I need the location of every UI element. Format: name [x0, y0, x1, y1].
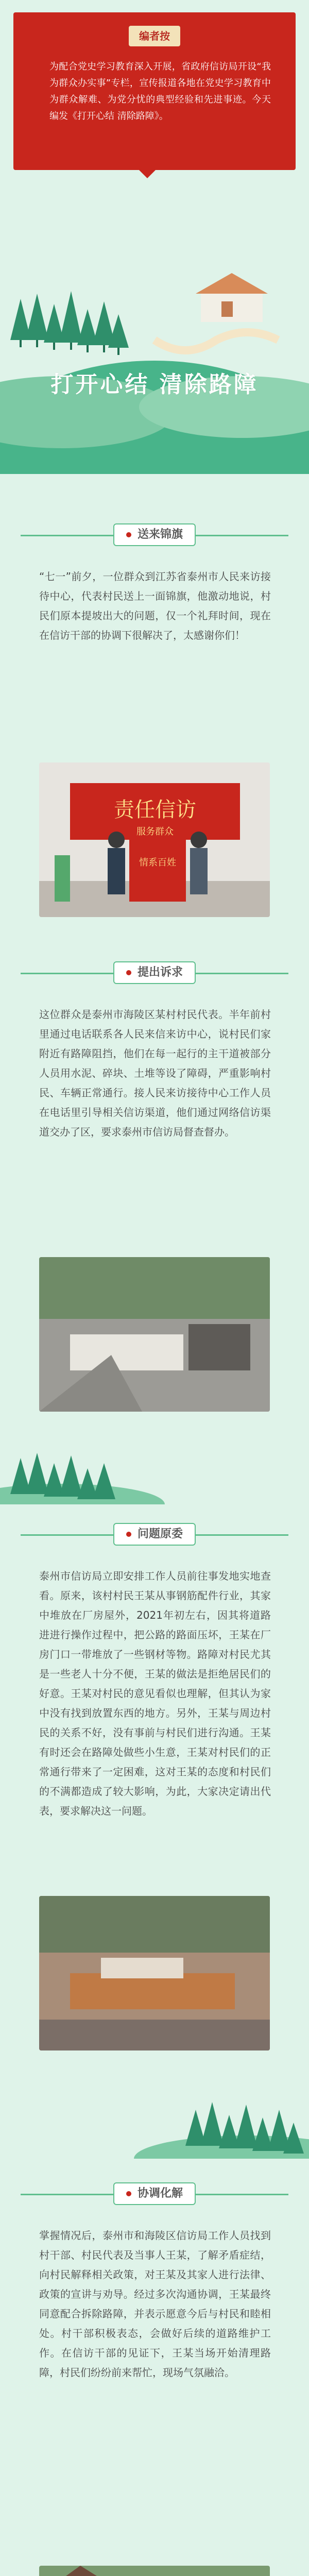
photo-obstruction — [39, 1896, 270, 2050]
photo-demolition — [39, 2566, 270, 2576]
section-title-1 — [113, 523, 196, 546]
editor-note-tag: 编者按 — [129, 26, 180, 46]
editor-note-card — [13, 12, 296, 170]
bullet-icon — [126, 532, 131, 537]
section-header-1 — [0, 520, 309, 549]
flag-text: 情系百姓 — [139, 857, 176, 868]
divider-line — [191, 1534, 288, 1536]
section-3-paragraph: 泰州市信访局立即安排工作人员前往事发地实地查看。原来，该村村民王某从事钢筋配件行业，其家中堆放在厂房屋外，2021年初左右，因其将道路进进行操作过程中，把公路的路面压坏，王某在厂房门口一带堆放了一些钢材等物。路障对村民尤其是一些老人十分不便，王某的做法是拒绝居民们的好意。王某对村民的意见看似也理解，但其认为家中没有找到放置东西的地方。另外，王某与周边村民的关系不好，没有事前与村民们进行沟通。王某有时还会在路障处做些小生意，王某对村民们的正常通行带来了一定困难，这对王某的态度和村民们的不满都造成了较大影响，为此，大家决定请出代表，要求解决这一问题。 — [39, 1570, 271, 1817]
section-1-paragraph: “七一”前夕，一位群众到江苏省泰州市人民来访接待中心，代表村民送上一面锦旗，他激动地说，村民们原本提坡出大的问题，仅一个礼拜时间，现在在信访干部的协调下很解决了，太感谢你们！ — [39, 570, 271, 641]
section-title-text: 问题原委 — [137, 1528, 183, 1540]
section-title-3 — [113, 1523, 196, 1546]
photo-banner-presentation — [39, 762, 270, 917]
section-4-paragraph: 掌握情况后，泰州市和海陵区信访局工作人员找到村干部、村民代表及当事人王某，了解矛盾症结，向村民解释相关政策，对王某及其家人进行法律、政策的宣讲与劝导。经过多次沟通协调，王某最终同意配合拆除路障，并表示愿意今后与村民和睦相处。村干部积极表态，会做好后续的道路维护工作。在信访干部的见证下，王某当场开始清理路障，村民们纷纷前来帮忙，现场气氛融洽。 — [39, 2229, 271, 2379]
hero-banner — [0, 185, 309, 474]
bullet-icon — [126, 1532, 131, 1537]
section-title-text: 提出诉求 — [137, 966, 183, 979]
section-2-paragraph: 这位群众是泰州市海陵区某村村民代表。半年前村里通过电话联系各人民来信来访中心，说村民们家附近有路障阻挡，他们在每一起行的主干道被部分人员用水泥、碎块、土堆等设了障碍，严重影响村民、车辆正常通行。接人民来访接待中心工作人员在电话里引导相关信访渠道，他们通过网络信访渠道交办了区，要求泰州市信访局督查督办。 — [39, 1008, 271, 1138]
divider-line — [21, 973, 118, 974]
divider-line — [21, 535, 118, 536]
divider-line — [191, 535, 288, 536]
section-title-4 — [113, 2182, 196, 2205]
hero-title: 打开心结 清除路障 — [50, 371, 259, 398]
photo-road-barrier — [39, 1257, 270, 1412]
section-header-4 — [0, 2179, 309, 2208]
banner-line1: 责任信访 — [114, 798, 196, 822]
section-header-3 — [0, 1520, 309, 1549]
section-title-text: 送来锦旗 — [137, 528, 183, 541]
tree-decoration — [0, 1443, 309, 1504]
section-header-2 — [0, 958, 309, 987]
hero-illustration — [0, 185, 309, 474]
photo-illustration — [39, 762, 270, 917]
section-title-text: 协调化解 — [137, 2187, 183, 2200]
divider-line — [191, 973, 288, 974]
photo-illustration — [39, 1896, 270, 2050]
editor-note-text: 为配合党史学习教育深入开展，省政府信访局开设“我为群众办实事”专栏，宣传报道各地在党史学习教育中为群众解难、为党分忧的典型经验和先进事迹。今天编发《打开心结 清除路障》。 — [49, 61, 271, 122]
bullet-icon — [126, 970, 131, 975]
banner-line2: 服务群众 — [136, 826, 174, 837]
card-pointer — [139, 170, 156, 178]
divider-line — [21, 1534, 118, 1536]
section-title-2 — [113, 961, 196, 984]
photo-illustration — [39, 2566, 270, 2576]
tree-decoration — [0, 2087, 309, 2159]
bullet-icon — [126, 2191, 131, 2196]
divider-line — [21, 2194, 118, 2195]
divider-line — [191, 2194, 288, 2195]
photo-illustration — [39, 1257, 270, 1412]
